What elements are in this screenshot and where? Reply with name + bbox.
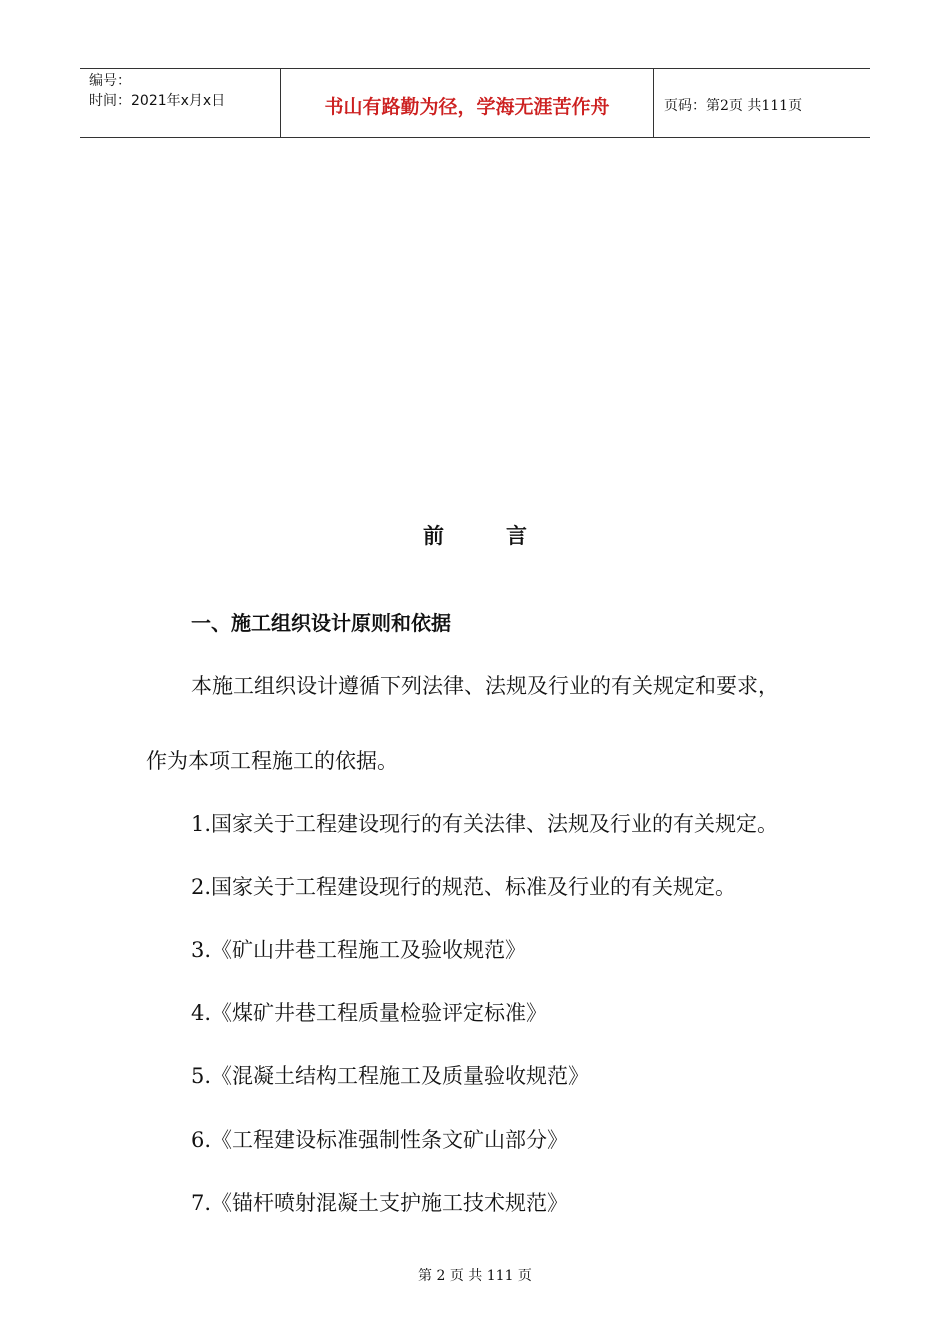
title-char-1: 前 [423,523,444,548]
list-item: 1.国家关于工程建设现行的有关法律、法规及行业的有关规定。 [191,812,779,836]
list-item: 3.《矿山井巷工程施工及验收规范》 [191,938,527,962]
document-number-label: 编号： [89,73,131,89]
list-item: 4.《煤矿井巷工程质量检验评定标准》 [191,1001,548,1025]
list-item: 5.《混凝土结构工程施工及质量验收规范》 [191,1064,590,1088]
section-heading: 一、施工组织设计原则和依据 [191,611,451,635]
header-page-info: 页码：第2页 共111页 [664,98,803,114]
title-char-2: 言 [506,523,527,548]
page-title [0,520,950,550]
list-item: 7.《锚杆喷射混凝土支护施工技术规范》 [191,1191,569,1215]
header-motto: 书山有路勤为径，学海无涯苦作舟 [281,69,654,137]
document-time-label: 时间：2021年x月x日 [89,93,226,109]
intro-line-2: 作为本项工程施工的依据。 [146,749,398,773]
intro-line-1: 本施工组织设计遵循下列法律、法规及行业的有关规定和要求， [191,674,779,698]
page-header [80,68,870,138]
header-meta [80,69,281,137]
list-item: 2.国家关于工程建设现行的规范、标准及行业的有关规定。 [191,875,737,899]
page-footer: 第 2 页 共 111 页 [418,1268,532,1284]
list-item: 6.《工程建设标准强制性条文矿山部分》 [191,1128,569,1152]
